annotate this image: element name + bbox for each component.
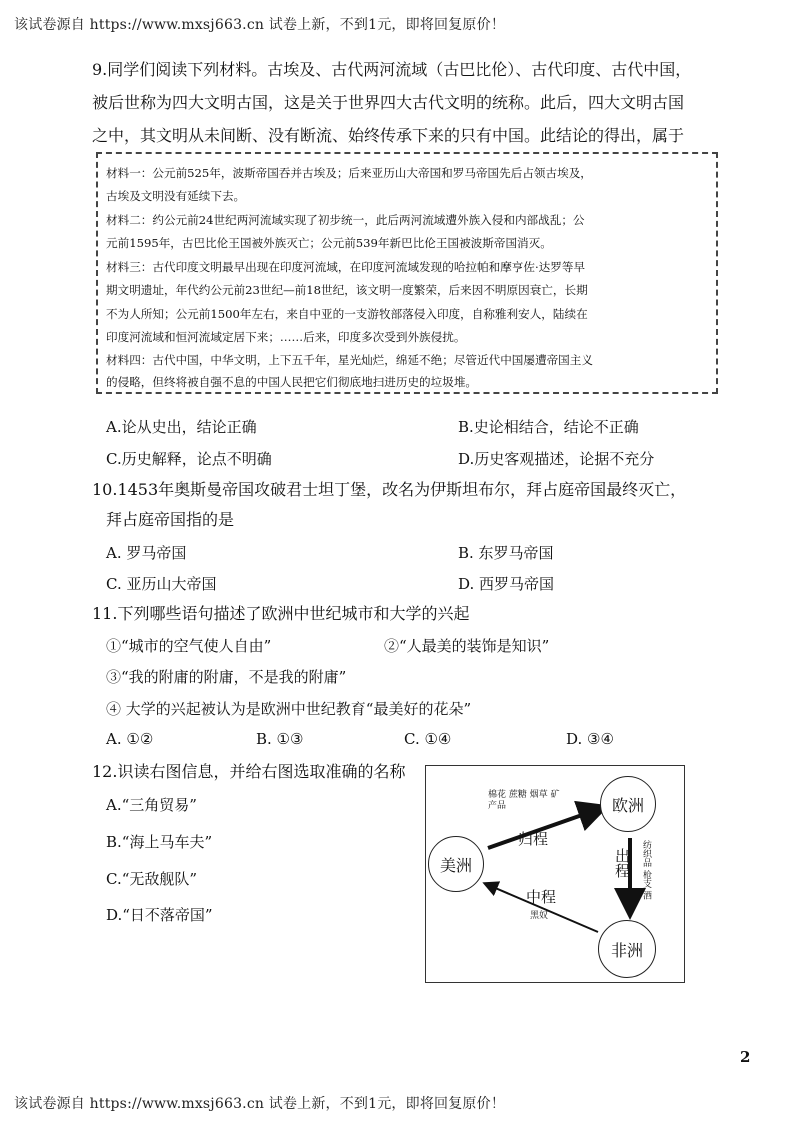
q11-statement-2: ②“人最美的装饰是知识” [384, 637, 550, 655]
america-node: 美洲 [428, 836, 484, 892]
q9-option-c[interactable]: C.历史解释，论点不明确 [106, 450, 272, 468]
q11-option-d[interactable]: D. ③④ [566, 730, 614, 748]
q10-option-c[interactable]: C. 亚历山大帝国 [106, 575, 217, 593]
q10-stem-line2: 拜占庭帝国指的是 [106, 510, 235, 529]
material-line: 元前1595年，古巴比伦王国被外族灭亡；公元前539年新巴比伦王国被波斯帝国消灭。 [106, 236, 552, 250]
q12-option-c[interactable]: C.“无敌舰队” [106, 870, 198, 888]
q11-statement-1: ①“城市的空气使人自由” [106, 637, 272, 655]
q10-option-b[interactable]: B. 东罗马帝国 [458, 544, 554, 562]
q9-option-d[interactable]: D.历史客观描述，论据不充分 [458, 450, 655, 468]
material-line: 材料三：古代印度文明最早出现在印度河流域，在印度河流域发现的哈拉帕和摩亨佐·达罗等早 [106, 260, 586, 274]
material-line: 的侵略，但终将被自强不息的中国人民把它们彻底地扫进历史的垃圾堆。 [106, 375, 478, 389]
q11-option-a[interactable]: A. ①② [106, 730, 154, 748]
q12-option-b[interactable]: B.“海上马车夫” [106, 833, 213, 851]
q9-stem-line3: 之中，其文明从未间断、没有断流、始终传承下来的只有中国。此结论的得出，属于 [92, 126, 685, 145]
bottom-banner: 该试卷源自 https://www.mxsj663.cn 试卷上新，不到1元，即将回复原价！ [14, 1096, 506, 1112]
outbound-leg-label: 出程 [613, 848, 631, 878]
material-line: 古埃及文明没有延续下去。 [106, 189, 246, 203]
q12-option-d[interactable]: D.“日不落帝国” [106, 906, 213, 924]
middle-leg-label: 中程 [526, 888, 557, 906]
material-line: 材料一：公元前525年，波斯帝国吞并古埃及；后来亚历山大帝国和罗马帝国先后占领古埃及， [106, 166, 592, 180]
q12-stem: 12.识读右图信息，并给右图选取准确的名称 [92, 762, 406, 781]
material-line: 不为人所知；公元前1500年左右，来自中亚的一支游牧部落侵入印度，自称雅利安人，陆续在 [106, 307, 588, 321]
material-line: 印度河流域和恒河流域定居下来；……后来，印度多次受到外族侵扰。 [106, 330, 466, 344]
material-line: 材料二：约公元前24世纪两河流域实现了初步统一，此后两河流域遭外族入侵和内部战乱；公 [106, 213, 585, 227]
material-line: 期文明遗址，年代约公元前23世纪—前18世纪，该文明一度繁荣，后来因不明原因衰亡，长期 [106, 283, 588, 297]
africa-node: 非洲 [598, 920, 656, 978]
outbound-goods-label: 纺织品 枪支 酒 [641, 840, 651, 900]
q11-option-c[interactable]: C. ①④ [404, 730, 452, 748]
triangle-trade-diagram [425, 765, 685, 983]
middle-goods-label: 黑奴 [530, 911, 549, 921]
q10-option-a[interactable]: A. 罗马帝国 [106, 544, 187, 562]
top-banner: 该试卷源自 https://www.mxsj663.cn 试卷上新，不到1元，即将回复原价！ [14, 17, 506, 33]
q10-option-d[interactable]: D. 西罗马帝国 [458, 575, 555, 593]
q12-option-a[interactable]: A.“三角贸易” [106, 796, 197, 814]
q9-stem-line1: 9.同学们阅读下列材料。古埃及、古代两河流域（古巴比伦）、古代印度、古代中国， [92, 60, 692, 79]
q10-stem-line1: 10.1453年奥斯曼帝国攻破君士坦丁堡，改名为伊斯坦布尔，拜占庭帝国最终灭亡， [92, 480, 687, 499]
q11-statement-4: ④ 大学的兴起被认为是欧洲中世纪教育“最美好的花朵” [106, 700, 472, 718]
material-line: 材料四：古代中国，中华文明，上下五千年，星光灿烂，绵延不绝；尽管近代中国屡遭帝国主义 [106, 353, 593, 367]
q11-statement-3: ③“我的附庸的附庸，不是我的附庸” [106, 668, 347, 686]
q9-stem-line2: 被后世称为四大文明古国，这是关于世界四大古代文明的统称。此后，四大文明古国 [92, 93, 685, 112]
q9-option-a[interactable]: A.论从史出，结论正确 [106, 418, 257, 436]
return-leg-label: 归程 [518, 830, 549, 848]
q9-option-b[interactable]: B.史论相结合，结论不正确 [458, 418, 639, 436]
page-number: 2 [740, 1048, 751, 1066]
europe-node: 欧洲 [600, 776, 656, 832]
q11-stem: 11.下列哪些语句描述了欧洲中世纪城市和大学的兴起 [92, 604, 470, 623]
q11-option-b[interactable]: B. ①③ [256, 730, 304, 748]
return-goods-label: 棉花 蔗糖 烟草 矿产品 [488, 790, 560, 811]
